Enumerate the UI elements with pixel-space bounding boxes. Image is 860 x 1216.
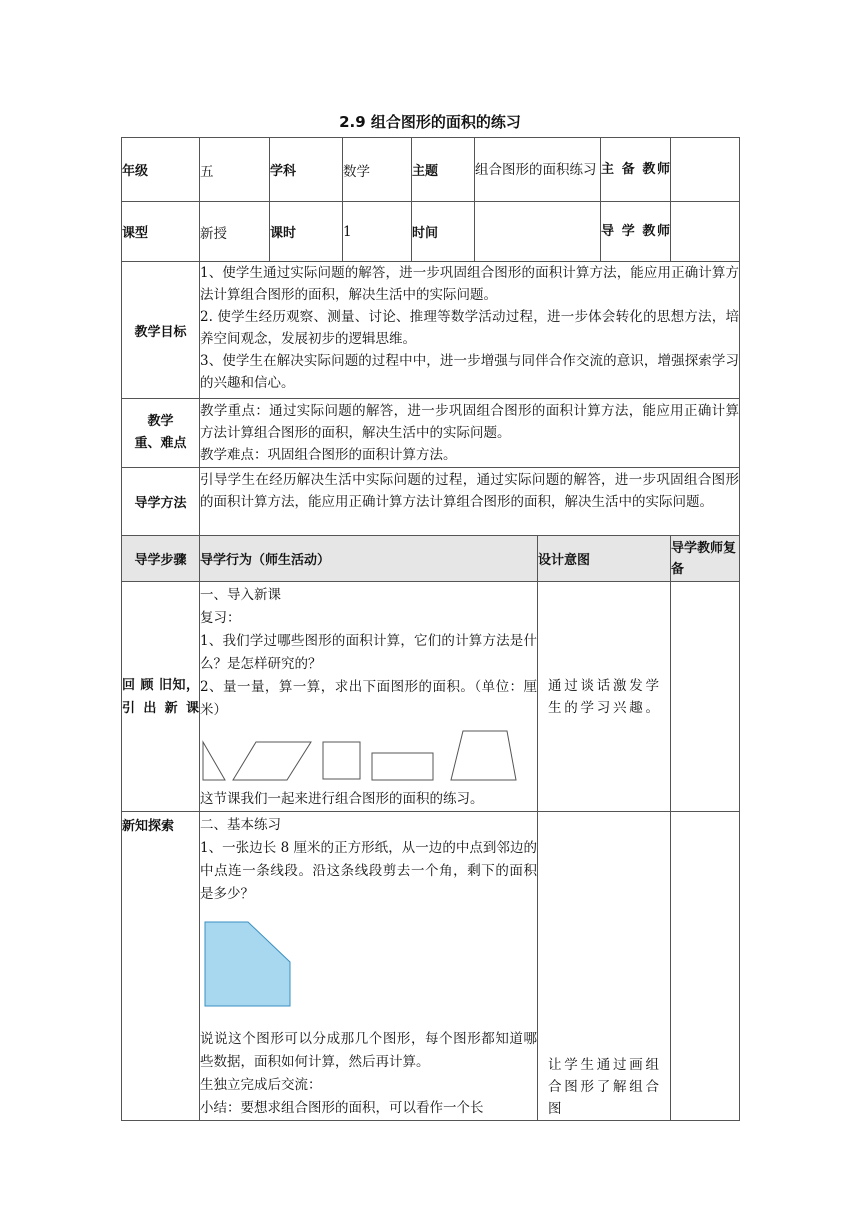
rectangle-shape [372,753,433,780]
method-text: 引导学生在经历解决生活中实际问题的过程，通过实际问题的解答，进一步巩固组合图形的面积计算方法，能应用正确计算方法计算组合图形的面积，解决生活中的实际问题。 [200,472,739,510]
header-row-1 [122,138,740,202]
key-points-label-cell [122,399,200,468]
lesson-type-label: 课型 [122,226,149,241]
step2-content [200,812,538,1121]
guide-teacher-value-cell [671,202,740,262]
grade-value: 五 [200,163,214,180]
steps-col3-header: 设计意图 [538,553,591,568]
subject-label-cell [270,138,343,202]
step2-after-line: 说说这个图形可以分成那几个图形，每个图形都知道哪些数据，面积如何计算，然后再计算。 [200,1031,537,1070]
shapes-figure [200,728,522,784]
step2-line: 二、基本练习 [200,817,281,833]
objectives-label: 教学目标 [134,324,187,340]
lesson-type-value-cell [200,202,270,262]
grade-label-cell [122,138,200,202]
cut-square-figure [203,920,303,1010]
parallelogram-shape [233,742,311,780]
step2-after-line: 小结：要想求组合图形的面积，可以看作一个长 [200,1100,484,1116]
shapes-row [200,728,537,784]
objective-item: 1、使学生通过实际问题的解答，进一步巩固组合图形的面积计算方法，能应用正确计算方法计算组合图形的面积，解决生活中的实际问题。 [200,265,739,303]
steps-col3-cell [538,536,671,582]
triangle-shape [203,742,225,780]
step1-review-cell [671,582,740,812]
key-points-label-line2: 重、难点 [134,436,187,451]
step1-label: 回 顾 旧知，引出新课 [122,677,199,716]
subject-value-cell [343,138,412,202]
lesson-type-value: 新授 [200,225,227,242]
subject-value: 数学 [343,163,370,180]
step1-label-cell [122,582,200,812]
cut-square-figure-wrap [200,920,537,1014]
periods-label: 课时 [270,226,297,241]
steps-col2-header: 导学行为（师生活动） [200,553,331,568]
step1-closing: 这节课我们一起来进行组合图形的面积的练习。 [200,791,484,807]
square-shape [323,742,360,779]
main-teacher-label: 主 备 教师 [601,162,670,177]
step1-line: 复习： [200,610,241,626]
theme-label: 主题 [412,164,439,179]
key-points-label-line1: 教学 [147,414,174,429]
method-label: 导学方法 [134,496,187,511]
main-teacher-value-cell [671,138,740,202]
steps-col2-cell [200,536,538,582]
step2-intent: 让学生通过画组合图形了解组合图 [548,1057,660,1117]
step2-after-line: 生独立完成后交流： [200,1077,322,1093]
theme-value: 组合图形的面积练习 [475,161,597,178]
guide-teacher-label-cell [601,202,671,262]
steps-col4-cell [671,536,740,582]
trapezoid-shape [451,731,516,780]
step1-line: 2、量一量，算一算，求出下面图形的面积。（单位：厘米） [200,679,537,718]
time-value-cell [475,202,601,262]
steps-col1-header: 导学步骤 [134,553,187,568]
time-label: 时间 [412,226,439,241]
steps-col1-cell [122,536,200,582]
objective-item: 3、使学生在解决实际问题的过程中中，进一步增强与同伴合作交流的意识，增强探索学习的兴趣和信心。 [200,353,739,391]
method-label-cell [122,468,200,536]
key-focus: 教学重点：通过实际问题的解答，进一步巩固组合图形的面积计算方法，能应用正确计算方法计算组合图形的面积，解决生活中的实际问题。 [200,403,739,441]
step1-intent-cell [538,582,671,812]
objectives-row [122,262,740,399]
objective-item: 2. 使学生经历观察、测量、讨论、推理等数学活动过程，进一步体会转化的思想方法，培养空间观念，发展初步的逻辑思维。 [200,309,739,347]
guide-teacher-label: 导 学 教师 [601,224,670,239]
step2-label-cell [122,812,200,1121]
periods-label-cell [270,202,343,262]
step1-intent: 通过谈话激发学生的学习兴趣。 [548,677,660,716]
method-content [200,468,740,536]
step1-line: 一、导入新课 [200,587,281,603]
subject-label: 学科 [270,164,297,179]
step2-label: 新知探索 [122,819,175,834]
step1-row [122,582,740,812]
step2-row [122,812,740,1121]
key-difficulty: 教学难点：巩固组合图形的面积计算方法。 [200,447,457,463]
theme-value-cell [475,138,601,202]
main-teacher-label-cell [601,138,671,202]
key-points-row [122,399,740,468]
steps-col4-header: 导学教师复备 [671,540,737,577]
periods-value-cell [343,202,412,262]
step2-review-cell [671,812,740,1121]
objectives-content [200,262,740,399]
method-row [122,468,740,536]
lesson-type-label-cell [122,202,200,262]
lesson-plan-table [121,137,740,1121]
header-row-2 [122,202,740,262]
step2-intent-cell [538,812,671,1121]
key-points-content [200,399,740,468]
step2-line: 1、一张边长 8 厘米的正方形纸，从一边的中点到邻边的中点连一条线段。沿这条线段剪去一个角，剩下的面积是多少？ [200,840,537,902]
theme-label-cell [412,138,475,202]
cut-square-shape [205,922,290,1006]
step1-content [200,582,538,812]
grade-label: 年级 [122,164,149,179]
time-label-cell [412,202,475,262]
objectives-label-cell [122,262,200,399]
step1-line: 1、我们学过哪些图形的面积计算，它们的计算方法是什么？是怎样研究的？ [200,633,537,672]
grade-value-cell [200,138,270,202]
page-title: 2.9 组合图形的面积的练习 [339,113,521,131]
steps-header-row [122,536,740,582]
periods-value: 1 [343,223,352,240]
